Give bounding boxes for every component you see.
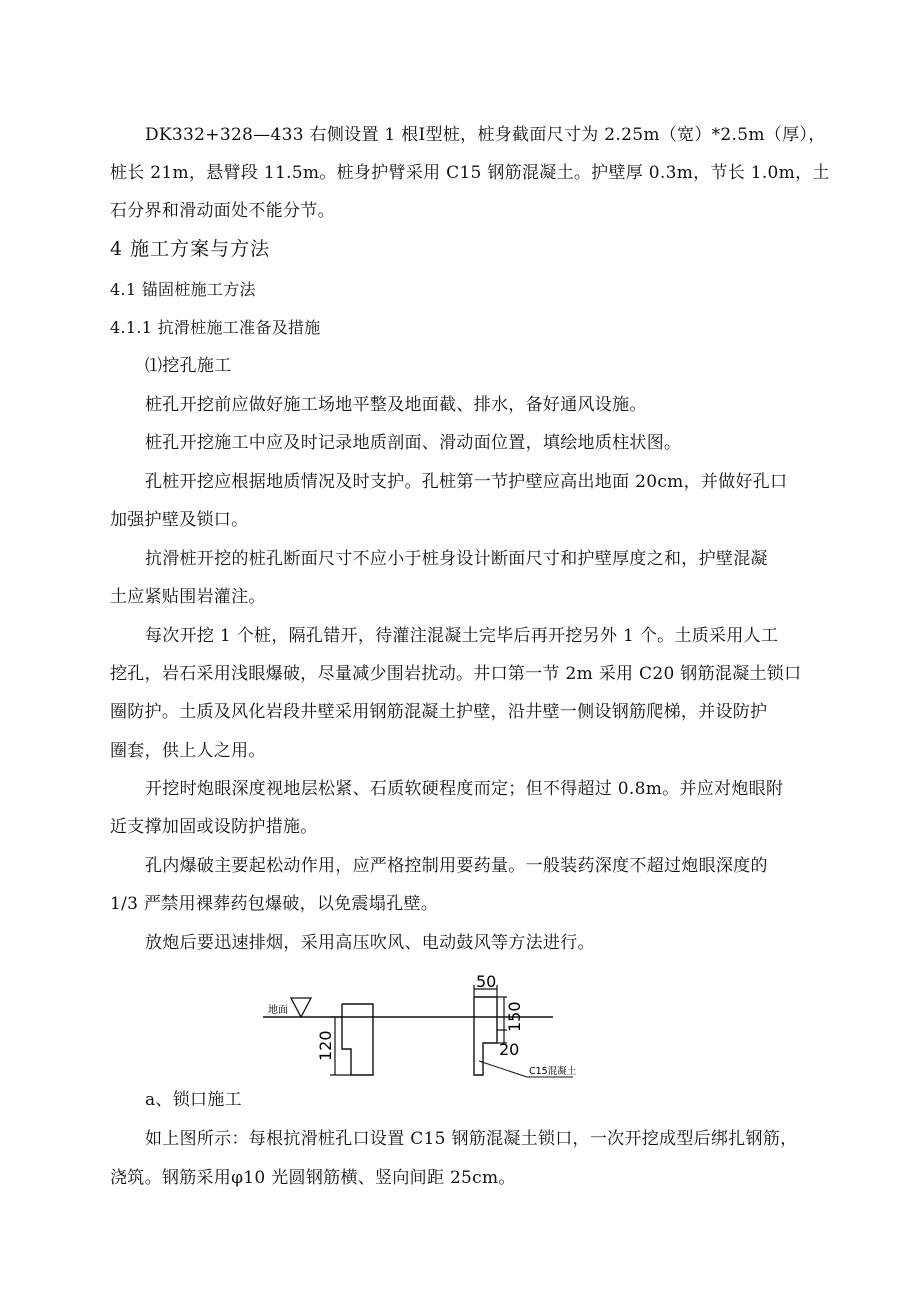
paragraph-7-line-2: 近支撑加固或设防护措施。	[110, 817, 318, 837]
section-heading-4: 4 施工方案与方法	[110, 238, 271, 260]
paragraph-5-line-2: 土应紧贴围岩灌注。	[110, 587, 266, 607]
paragraph-9: 放炮后要迅速排烟，采用高压吹风、电动鼓风等方法进行。	[145, 933, 595, 953]
paragraph-4-line-2: 加强护壁及锁口。	[110, 510, 249, 530]
figure-caption-a: a、锁口施工	[145, 1090, 242, 1110]
paragraph-6-line-1: 每次开挖 1 个桩，隔孔错开，待灌注混凝土完毕后再开挖另外 1 个。土质采用人工	[145, 626, 779, 646]
paragraph-6-line-4: 圈套，供上人之用。	[110, 741, 266, 761]
paragraph-4-line-1: 孔桩开挖应根据地质情况及时支护。孔桩第一节护壁应高出地面 20cm，并做好孔口	[145, 472, 788, 492]
paragraph-8-line-1: 孔内爆破主要起松动作用，应严格控制用要药量。一般装药深度不超过炮眼深度的	[145, 856, 768, 876]
left-collar-outline	[342, 1004, 373, 1075]
paragraph-2: 桩孔开挖前应做好施工场地平整及地面截、排水，备好通风设施。	[145, 395, 647, 415]
paragraph-5-line-1: 抗滑桩开挖的桩孔断面尺寸不应小于桩身设计断面尺寸和护壁厚度之和，护壁混凝	[145, 549, 768, 569]
paragraph-8-line-2: 1/3 严禁用裸葬药包爆破，以免震塌孔壁。	[110, 894, 439, 914]
material-label: C15混凝土	[529, 1066, 577, 1077]
dimension-left-label: 120	[316, 1030, 335, 1061]
locking-ring-diagram	[255, 975, 595, 1090]
material-leader-line	[479, 1061, 527, 1077]
paragraph-10-line-1: 如上图所示：每根抗滑桩孔口设置 C15 钢筋混凝土锁口，一次开挖成型后绑扎钢筋，	[145, 1129, 798, 1149]
dimension-right-lower-label: 20	[499, 1040, 520, 1059]
paragraph-1-line-2: 桩长 21m，悬臂段 11.5m。桩身护臂采用 C15 钢筋混凝土。护壁厚 0.3m，节长 1.0m，土	[110, 163, 830, 183]
paragraph-1-line-3: 石分界和滑动面处不能分节。	[110, 201, 335, 221]
section-heading-4-1: 4.1 锚固桩施工方法	[110, 280, 256, 299]
list-item-1: ⑴挖孔施工	[145, 356, 232, 376]
paragraph-3: 桩孔开挖施工中应及时记录地质剖面、滑动面位置，填绘地质柱状图。	[145, 433, 682, 453]
ground-level-triangle-icon	[291, 998, 311, 1017]
section-heading-4-1-1: 4.1.1 抗滑桩施工准备及措施	[110, 318, 321, 337]
dimension-top-label: 50	[476, 975, 497, 991]
paragraph-7-line-1: 开挖时炮眼深度视地层松紧、石质软硬程度而定；但不得超过 0.8m。并应对炮眼附	[145, 779, 784, 799]
paragraph-1-line-1: DK332+328—433 右侧设置 1 根Ⅰ型桩，桩身截面尺寸为 2.25m（宽）*2.5m（厚），	[145, 125, 826, 145]
paragraph-10-line-2: 浇筑。钢筋采用φ10 光圆钢筋横、竖向间距 25cm。	[110, 1168, 516, 1188]
dimension-right-upper-label: 150	[505, 1001, 524, 1032]
paragraph-6-line-3: 圈防护。土质及风化岩段井壁采用钢筋混凝土护壁，沿井壁一侧设钢筋爬梯，并设防护	[110, 702, 768, 722]
ground-label: 地面	[268, 1005, 288, 1016]
paragraph-6-line-2: 挖孔，岩石采用浅眼爆破，尽量减少围岩扰动。井口第一节 2m 采用 C20 钢筋混凝土锁口	[110, 664, 802, 684]
